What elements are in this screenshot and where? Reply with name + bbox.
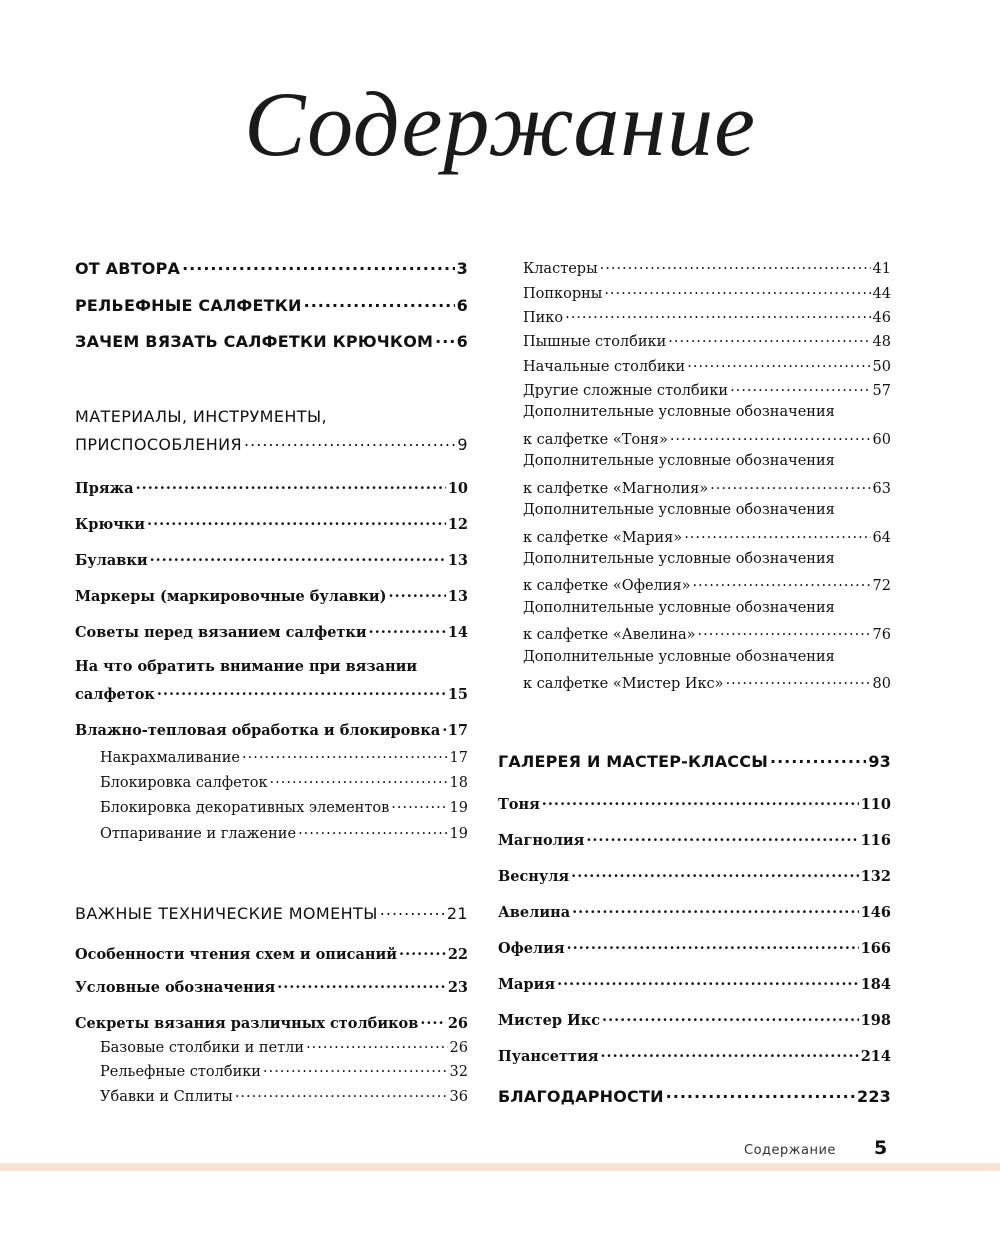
toc-subentry[interactable]: Рельефные столбики ..... 32 bbox=[100, 1061, 468, 1080]
toc-subentry-line1: Дополнительные условные обозначения bbox=[523, 502, 835, 518]
toc-subentry[interactable]: к салфетке «Авелина» ..... 76 bbox=[523, 624, 891, 643]
page-title: Содержание bbox=[244, 73, 756, 175]
toc-entry[interactable]: Пуансеттия ..... 214 bbox=[498, 1046, 891, 1065]
toc-entry[interactable]: Офелия ..... 166 bbox=[498, 938, 891, 957]
toc-entry[interactable]: ОТ АВТОРА ..... 3 bbox=[75, 258, 468, 278]
toc-entry[interactable]: Влажно-тепловая обработка и блокировка ..... 17 bbox=[75, 720, 468, 739]
toc-entry[interactable]: Условные обозначения ..... 23 bbox=[75, 977, 468, 996]
toc-entry[interactable]: Секреты вязания различных столбиков ..... 26 bbox=[75, 1013, 468, 1032]
toc-subentry[interactable]: к салфетке «Тоня» ..... 60 bbox=[523, 429, 891, 448]
running-footer-label: Содержание bbox=[744, 1143, 836, 1158]
toc-subentry[interactable]: Блокировка декоративных элементов ..... 19 bbox=[100, 797, 468, 816]
toc-subentry-line1: Дополнительные условные обозначения bbox=[523, 404, 835, 420]
toc-subentry[interactable]: Пико ..... 46 bbox=[523, 307, 891, 326]
toc-entry[interactable]: Советы перед вязанием салфетки ..... 14 bbox=[75, 622, 468, 641]
toc-entry[interactable]: салфеток ..... 15 bbox=[75, 684, 468, 703]
toc-subentry[interactable]: Кластеры ..... 41 bbox=[523, 258, 891, 277]
toc-subentry[interactable]: Начальные столбики ..... 50 bbox=[523, 356, 891, 375]
toc-entry[interactable]: Авелина ..... 146 bbox=[498, 902, 891, 921]
toc-entry-line1: На что обратить внимание при вязании bbox=[75, 658, 418, 675]
toc-entry[interactable]: Мистер Икс ..... 198 bbox=[498, 1010, 891, 1029]
toc-entry[interactable]: Маркеры (маркировочные булавки) ..... 13 bbox=[75, 586, 468, 605]
toc-entry[interactable]: Тоня ..... 110 bbox=[498, 794, 891, 813]
toc-entry[interactable]: БЛАГОДАРНОСТИ ..... 223 bbox=[498, 1086, 891, 1106]
toc-entry[interactable]: Магнолия ..... 116 bbox=[498, 830, 891, 849]
toc-subentry[interactable]: к салфетке «Магнолия» ..... 63 bbox=[523, 478, 891, 497]
toc-entry[interactable]: Булавки ..... 13 bbox=[75, 550, 468, 569]
toc-entry[interactable]: Крючки ..... 12 bbox=[75, 514, 468, 533]
toc-subentry-line1: Дополнительные условные обозначения bbox=[523, 600, 835, 616]
toc-subentry-line1: Дополнительные условные обозначения bbox=[523, 551, 835, 567]
toc-subentry[interactable]: Базовые столбики и петли ..... 26 bbox=[100, 1037, 468, 1056]
toc-entry[interactable]: Мария ..... 184 bbox=[498, 974, 891, 993]
toc-entry[interactable]: РЕЛЬЕФНЫЕ САЛФЕТКИ ..... 6 bbox=[75, 295, 468, 315]
toc-subentry[interactable]: Другие сложные столбики ..... 57 bbox=[523, 380, 891, 399]
page-number: 5 bbox=[874, 1137, 888, 1159]
section-heading: МАТЕРИАЛЫ, ИНСТРУМЕНТЫ, bbox=[75, 407, 327, 426]
footer-band bbox=[0, 1163, 1000, 1171]
toc-entry[interactable]: Пряжа ..... 10 bbox=[75, 478, 468, 497]
toc-subentry-line1: Дополнительные условные обозначения bbox=[523, 649, 835, 665]
toc-subentry[interactable]: к салфетке «Офелия» ..... 72 bbox=[523, 575, 891, 594]
toc-subentry[interactable]: Отпаривание и глажение ..... 19 bbox=[100, 823, 468, 842]
section-heading-entry[interactable]: ГАЛЕРЕЯ И МАСТЕР-КЛАССЫ ..... 93 bbox=[498, 751, 891, 771]
toc-subentry-line1: Дополнительные условные обозначения bbox=[523, 453, 835, 469]
toc-entry[interactable]: Особенности чтения схем и описаний ..... 22 bbox=[75, 944, 468, 963]
toc-subentry[interactable]: Блокировка салфеток ..... 18 bbox=[100, 772, 468, 791]
toc-subentry[interactable]: Пышные столбики ..... 48 bbox=[523, 331, 891, 350]
toc-subentry[interactable]: Накрахмаливание ..... 17 bbox=[100, 747, 468, 766]
section-heading-entry[interactable]: ВАЖНЫЕ ТЕХНИЧЕСКИЕ МОМЕНТЫ ..... 21 bbox=[75, 903, 468, 923]
toc-subentry[interactable]: Попкорны ..... 44 bbox=[523, 283, 891, 302]
toc-entry[interactable]: Веснуля ..... 132 bbox=[498, 866, 891, 885]
toc-entry[interactable]: ЗАЧЕМ ВЯЗАТЬ САЛФЕТКИ КРЮЧКОМ ..... 6 bbox=[75, 331, 468, 351]
toc-subentry[interactable]: к салфетке «Мария» ..... 64 bbox=[523, 527, 891, 546]
section-heading-entry[interactable]: ПРИСПОСОБЛЕНИЯ ..... 9 bbox=[75, 434, 468, 454]
toc-subentry[interactable]: к салфетке «Мистер Икс» ..... 80 bbox=[523, 673, 891, 692]
toc-subentry[interactable]: Убавки и Сплиты ..... 36 bbox=[100, 1086, 468, 1105]
